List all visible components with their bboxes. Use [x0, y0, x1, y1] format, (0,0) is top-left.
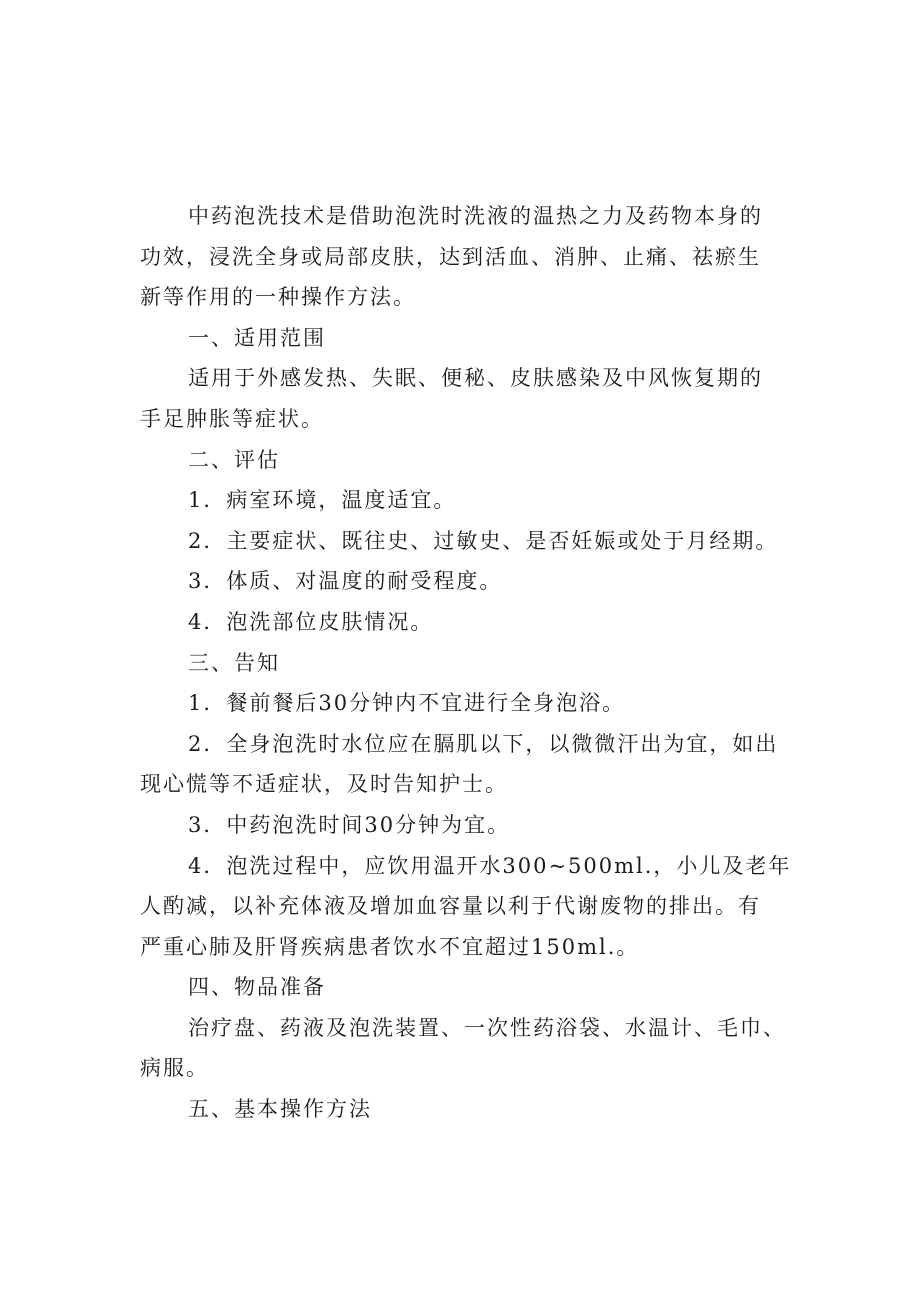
text-line: 适用于外感发热、失眠、便秘、皮肤感染及中风恢复期的 — [188, 366, 763, 391]
text-line: 治疗盘、药液及泡洗装置、一次性药浴袋、水温计、毛巾、 — [188, 1015, 786, 1040]
text-line: 人酌减，以补充体液及增加血容量以利于代谢废物的排出。有 — [140, 894, 761, 919]
text-line: 功效，浸洗全身或局部皮肤，达到活血、消肿、止痛、祛瘀生 — [140, 244, 761, 269]
text-line: 1．病室环境，温度适宜。 — [188, 488, 457, 513]
text-line: 四、物品准备 — [188, 975, 326, 1000]
text-line: 现心慌等不适症状，及时告知护士。 — [140, 772, 508, 797]
text-line: 3．体质、对温度的耐受程度。 — [188, 569, 503, 594]
document-body — [140, 196, 800, 1130]
text-line: 严重心肺及肝肾疾病患者饮水不宜超过150ml.。 — [140, 934, 640, 959]
text-line: 三、告知 — [188, 650, 280, 675]
text-line: 2．全身泡洗时水位应在膈肌以下，以微微汗出为宜，如出 — [188, 731, 779, 756]
text-line: 4．泡洗过程中，应饮用温开水300~500ml.，小儿及老年 — [188, 853, 792, 878]
text-line: 一、适用范围 — [188, 325, 326, 350]
text-line: 手足肿胀等症状。 — [140, 406, 324, 431]
text-line: 新等作用的一种操作方法。 — [140, 285, 416, 310]
text-line: 五、基本操作方法 — [188, 1097, 372, 1122]
text-line: 3．中药泡洗时间30分钟为宜。 — [188, 812, 511, 837]
text-line: 中药泡洗技术是借助泡洗时洗液的温热之力及药物本身的 — [188, 204, 763, 228]
text-line: 4．泡洗部位皮肤情况。 — [188, 609, 434, 634]
text-line: 1．餐前餐后30分钟内不宜进行全身泡浴。 — [188, 691, 626, 716]
text-line: 二、评估 — [188, 447, 280, 472]
text-line: 病服。 — [140, 1056, 209, 1081]
text-line: 2．主要症状、既往史、过敏史、是否妊娠或处于月经期。 — [188, 528, 779, 553]
